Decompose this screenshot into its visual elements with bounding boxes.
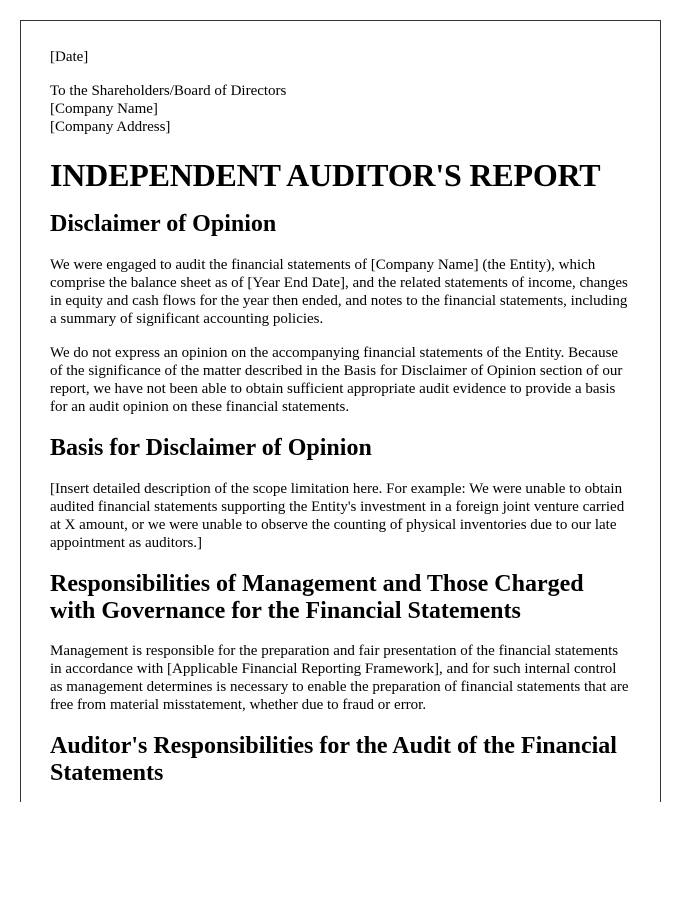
addressee: To the Shareholders/Board of Directors (50, 83, 287, 99)
report-content (50, 21, 629, 787)
company-name: [Company Name] (50, 101, 158, 117)
report-page (20, 20, 661, 802)
section-heading-management-responsibilities: Responsibilities of Management and Those Charged with Governance for the Financial Statements (50, 571, 584, 624)
section-paragraph: We were engaged to audit the financial statements of [Company Name] (the Entity), which comprise the balance sheet as of [Year End Date], and the related statements of income, changes in equity and cash flows for the year then ended, and notes to the financial statements, including a summary of significant accounting policies. (50, 257, 628, 327)
section-heading-basis-for-disclaimer: Basis for Disclaimer of Opinion (50, 435, 372, 461)
report-title: INDEPENDENT AUDITOR'S REPORT (50, 157, 601, 193)
company-address: [Company Address] (50, 119, 171, 135)
section-paragraph: Management is responsible for the preparation and fair presentation of the financial statements in accordance with [Applicable Financial Reporting Framework], and for such internal control as management determines is necessary to enable the preparation of financial statements that are free from material misstatement, whether due to fraud or error. (50, 643, 629, 713)
section-paragraph: We do not express an opinion on the accompanying financial statements of the Entity. Because of the significance of the matter described in the Basis for Disclaimer of Opinion section of our report, we have not been able to obtain sufficient appropriate audit evidence to provide a basis for an audit opinion on these financial statements. (50, 345, 623, 415)
report-date: [Date] (50, 49, 89, 65)
addressee-block (50, 82, 629, 136)
section-heading-auditor-responsibilities: Auditor's Responsibilities for the Audit of the Financial Statements (50, 733, 617, 786)
section-paragraph: [Insert detailed description of the scope limitation here. For example: We were unable to obtain audited financial statements supporting the Entity's investment in a foreign joint venture carried at X amount, or we were unable to observe the counting of physical inventories due to our late appointment as auditors.] (50, 481, 625, 551)
section-heading-disclaimer-of-opinion: Disclaimer of Opinion (50, 211, 277, 237)
